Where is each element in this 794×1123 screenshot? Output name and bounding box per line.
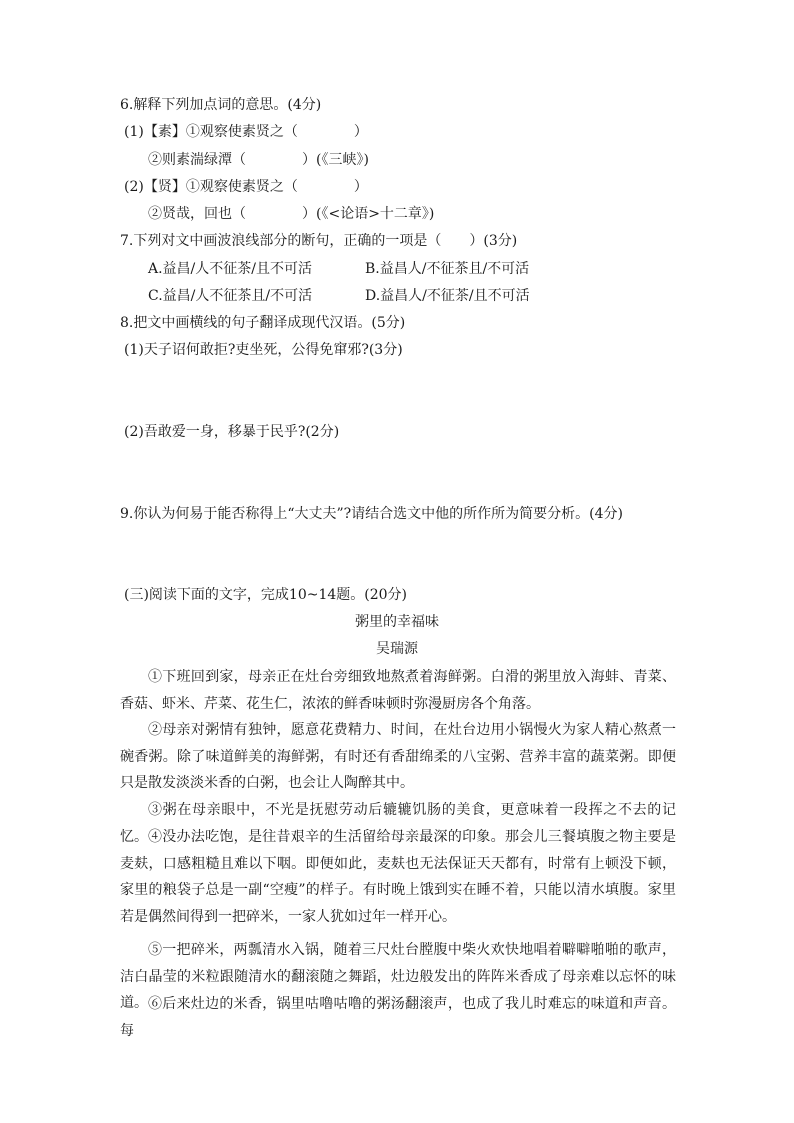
article-paragraph-2: ②母亲对粥情有独钟，愿意花费精力、时间，在灶台边用小锅慢火为家人精心熬煮一碗香粥。除了味道鲜美的海鲜粥，有时还有香甜绵柔的八宝粥、营养丰富的蔬菜粥。即便只是散发淡淡米香的白粥，也会让人陶醉其中。 [120, 722, 676, 791]
q6-item-4: ②贤哉，回也（ ）(《<论语>十二章》) [148, 206, 435, 222]
q8-item-1: (1)天子诏何敢拒?吏坐死，公得免窜邪?(3分) [124, 342, 403, 358]
article-author: 吴瑞源 [376, 641, 418, 657]
q8-title: 8.把文中画横线的句子翻译成现代汉语。(5分) [120, 315, 406, 331]
article-title: 粥里的幸福味 [355, 614, 439, 630]
article-paragraph-1: ①下班回到家，母亲正在灶台旁细致地熬煮着海鲜粥。白滑的粥里放入海蚌、青菜、香菇、虾米、芹菜、花生仁，浓浓的鲜香味顿时弥漫厨房各个角落。 [120, 669, 676, 712]
q6-item-2: ②则素湍绿潭（ ）(《三峡》) [148, 152, 369, 168]
q8-item-2: (2)吾敢爱一身，移暴于民乎?(2分) [124, 424, 340, 440]
article-paragraph-4: ④没办法吃饱，是往昔艰辛的生活留给母亲最深的印象。那会儿三餐填腹之物主要是麦麸，口感粗糙且难以下咽。即便如此，麦麸也无法保证天天都有，时常有上顿没下顿，家里的粮袋子总是一副“空瘦”的样子。有时晚上饿到实在睡不着，只能以清水填腹。家里若是偶然间得到一把碎米，一家人犹如过年一样开心。 [120, 829, 676, 925]
q6-item-3: (2)【贤】①观察使素贤之（ ） [124, 179, 368, 195]
q7-option-c: C.益昌/人不征茶且/不可活 [148, 288, 313, 304]
q7-option-a: A.益昌/人不征茶/且不可活 [148, 261, 312, 277]
article-paragraph-5: ⑤一把碎米，两瓢清水入锅，随着三尺灶台膛腹中柴火欢快地唱着噼噼啪啪的歌声，洁白晶莹的米粒跟随清水的翻滚随之舞蹈，灶边般发出的阵阵米香成了母亲难以忘怀的味道。 [120, 942, 676, 1011]
q6-item-1: (1)【素】①观察使素贤之（ ） [124, 124, 368, 140]
q6-title: 6.解释下列加点词的意思。(4分) [120, 97, 322, 113]
q9-title: 9.你认为何易于能否称得上“大丈夫”?请结合选文中他的所作所为简要分析。(4分) [120, 506, 624, 522]
q7-option-b: B.益昌人/不征茶且/不可活 [365, 261, 530, 277]
q7-title: 7.下列对文中画波浪线部分的断句，正确的一项是（ ）(3分) [120, 233, 518, 249]
section3-header: (三)阅读下面的文字，完成10~14题。(20分) [124, 587, 408, 603]
article-paragraph-3: ③粥在母亲眼中，不光是抚慰劳动后辘辘饥肠的美食，更意味着一段挥之不去的记忆。 [120, 802, 676, 845]
q7-option-d: D.益昌人/不征茶/且不可活 [365, 288, 530, 304]
article-paragraph-6: ⑥后来灶边的米香，锅里咕噜咕噜的粥汤翻滚声，也成了我儿时难忘的味道和声音。每 [120, 996, 676, 1039]
